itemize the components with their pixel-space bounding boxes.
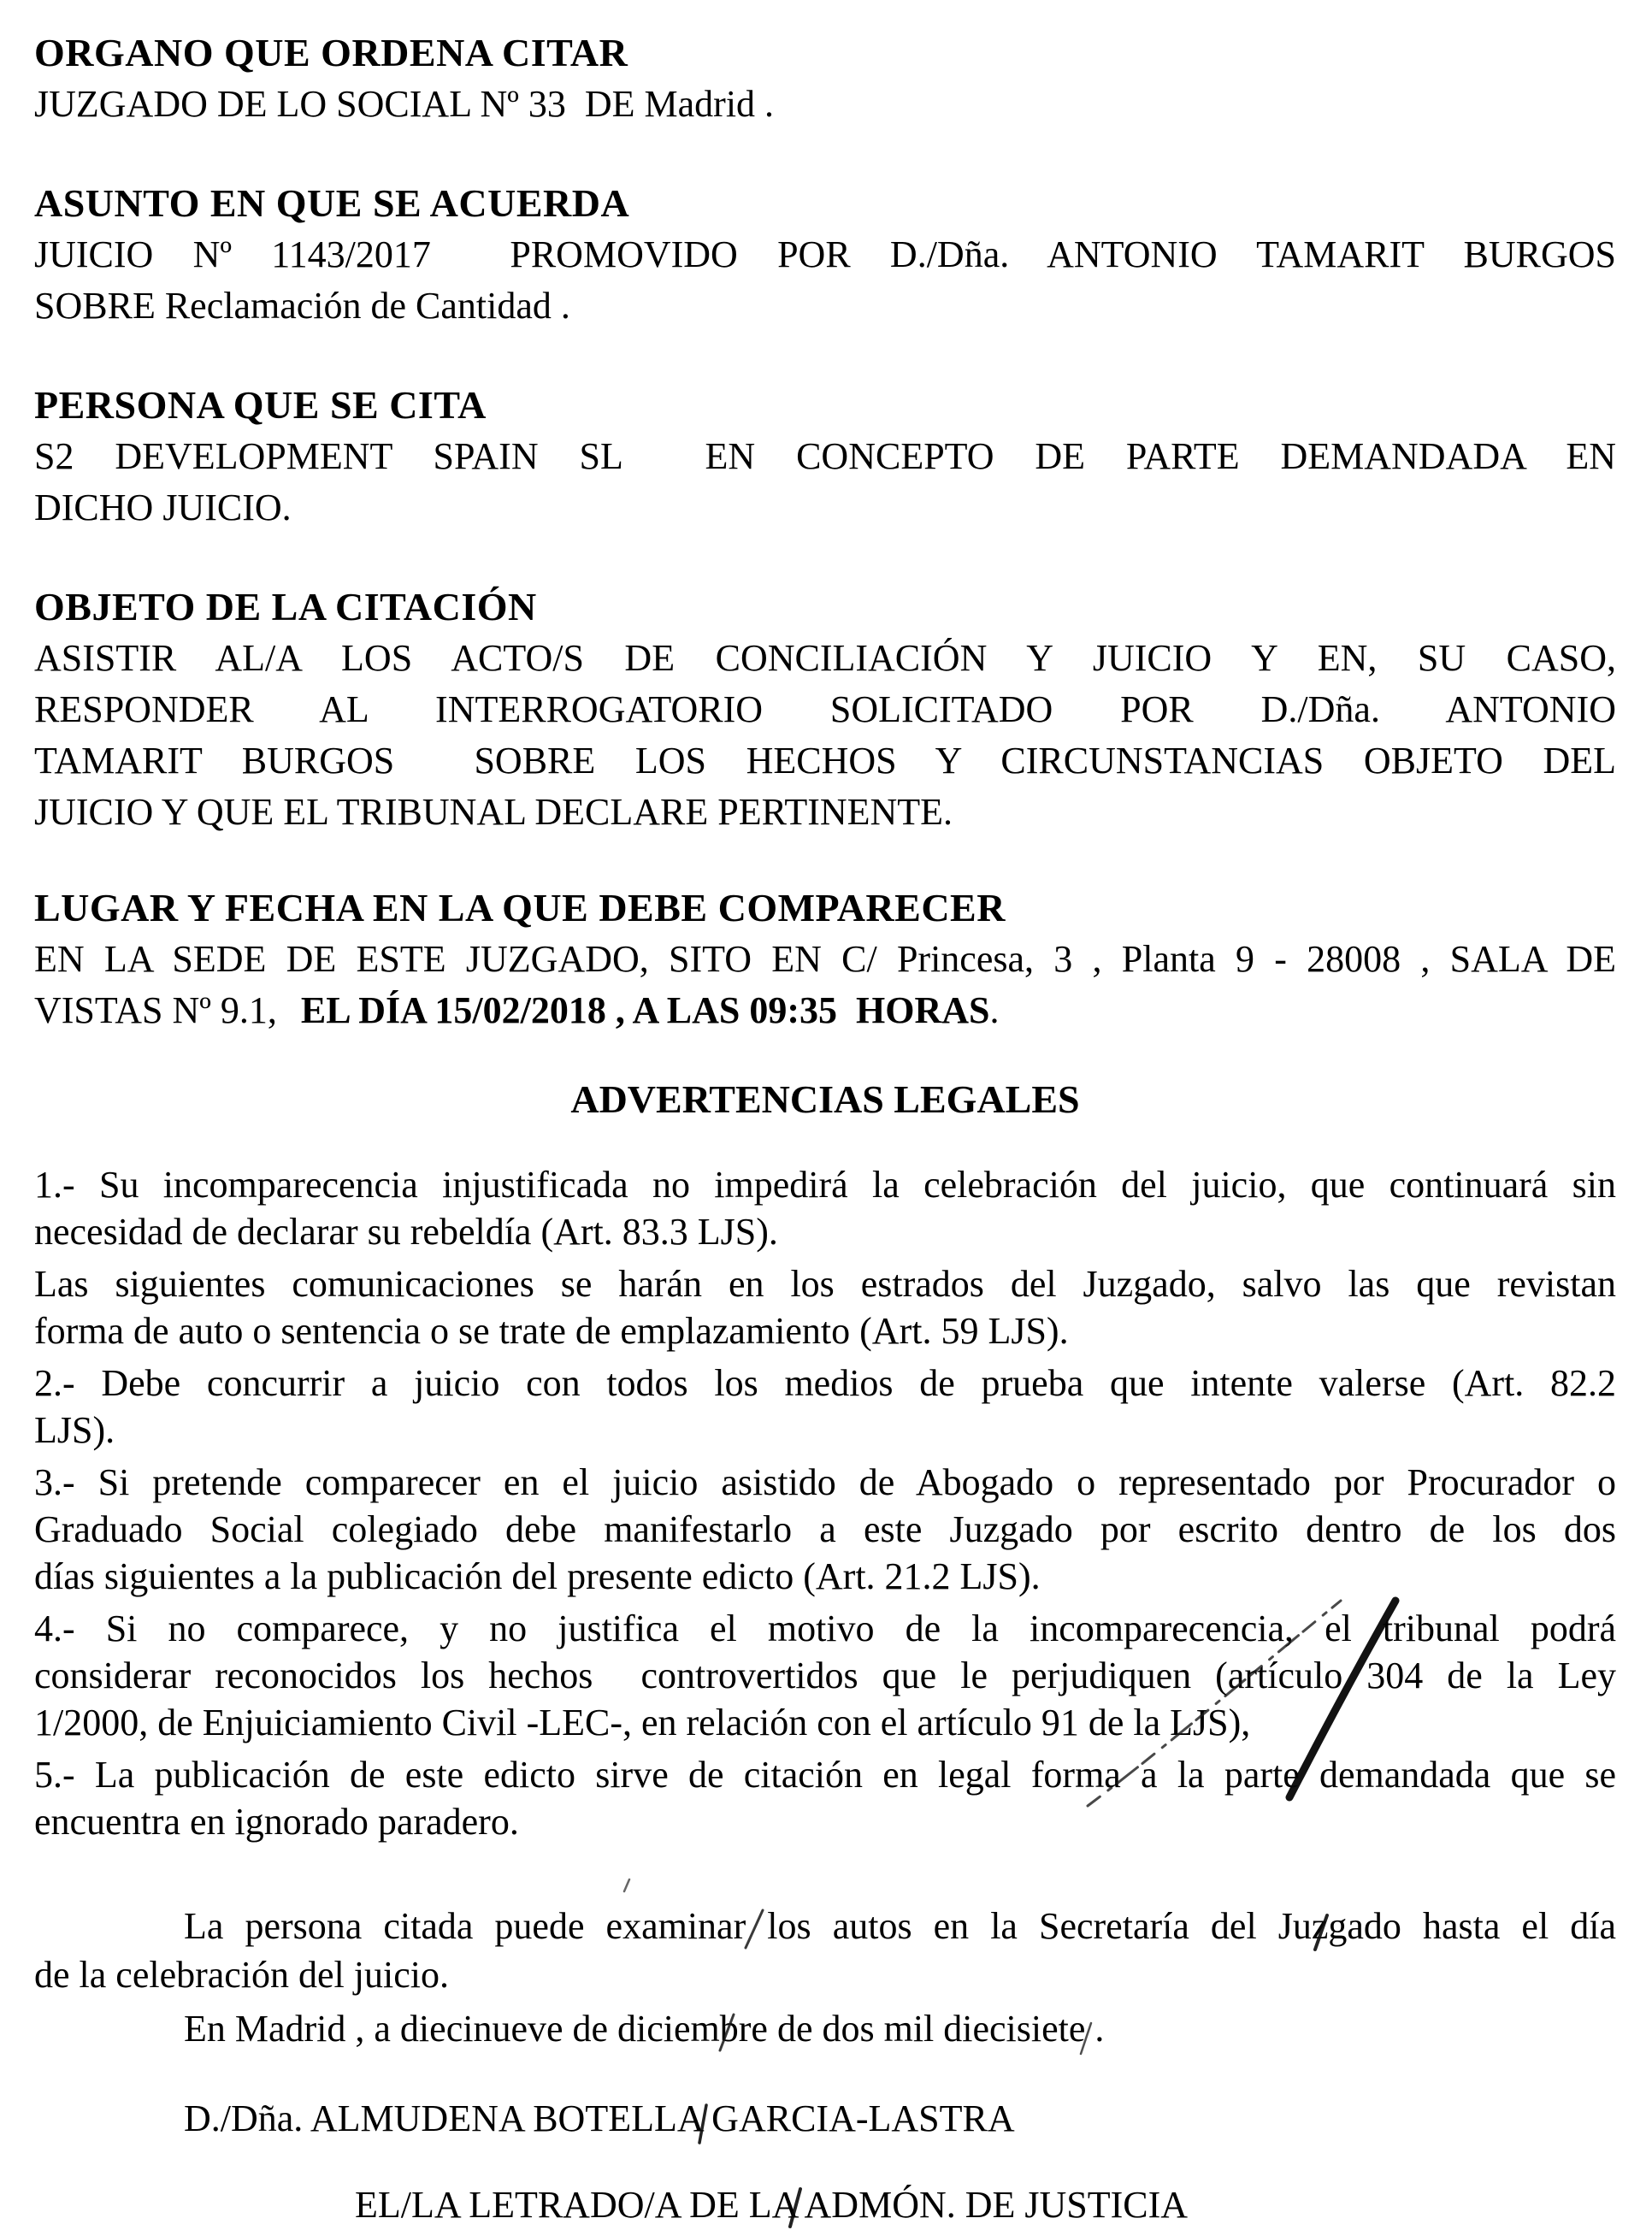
advertencia-item-1b [34,1260,1616,1354]
objeto-body-line: TAMARIT BURGOS SOBRE LOS HECHOS Y CIRCUNSTANCIAS OBJETO DEL [34,740,1616,782]
advertencias-title: ADVERTENCIAS LEGALES [570,1077,1080,1121]
signer-role-line: EL/LA LETRADO/A DE LA ADMÓN. DE JUSTICIA [355,2184,1189,2226]
lugar-body-line: EN LA SEDE DE ESTE JUZGADO, SITO EN C/ Princesa, 3 , Planta 9 - 28008 , SALA DE [34,938,1616,980]
objeto-body-line: JUICIO Y QUE EL TRIBUNAL DECLARE PERTINENTE. [34,791,953,833]
advertencia-item-3 [34,1459,1616,1600]
section-objeto-citacion [34,581,1616,838]
advertencia-line: encuentra en ignorado paradero. [34,1801,519,1843]
objeto-body-line: ASISTIR AL/A LOS ACTO/S DE CONCILIACIÓN Y JUICIO Y EN, SU CASO, [34,637,1616,679]
lugar-line-suffix: . [989,989,1000,1031]
advertencia-line: considerar reconocidos los hechos controvertidos que le perjudiquen (artículo 304 de la Ley [34,1655,1616,1696]
section-heading-lugar-fecha: LUGAR Y FECHA EN LA QUE DEBE COMPARECER [34,886,1006,929]
closing-examine-line: de la celebración del juicio. [34,1954,449,1996]
closing-date-line: En Madrid , a diecinueve de diciembre de dos mil diecisiete . [184,2008,1105,2050]
advertencia-line: 5.- La publicación de este edicto sirve de citación en legal forma a la parte demandada que se [34,1754,1616,1796]
advertencia-item-5 [34,1751,1616,1845]
section-organo-que-ordena-citar [34,27,1616,130]
section-heading-asunto: ASUNTO EN QUE SE ACUERDA [34,181,630,225]
advertencia-line: LJS). [34,1409,115,1451]
lugar-body-line-with-date [34,985,1616,1036]
section-heading-persona: PERSONA QUE SE CITA [34,383,487,427]
asunto-body-line: SOBRE Reclamación de Cantidad . [34,285,570,327]
advertencia-line: días siguientes a la publicación del presente edicto (Art. 21.2 LJS). [34,1555,1041,1597]
advertencia-line: Graduado Social colegiado debe manifestarlo a este Juzgado por escrito dentro de los dos [34,1508,1616,1550]
hearing-date-time: EL DÍA 15/02/2018 , A LAS 09:35 HORAS [300,989,990,1031]
persona-body-line: S2 DEVELOPMENT SPAIN SL EN CONCEPTO DE PARTE DEMANDADA EN [34,435,1616,477]
persona-body-line: DICHO JUICIO. [34,487,292,528]
closing-examine-paragraph [34,1902,1616,1999]
section-lugar-y-fecha [34,882,1616,1036]
advertencia-line: forma de auto o sentencia o se trate de emplazamiento (Art. 59 LJS). [34,1310,1069,1352]
objeto-body-line: RESPONDER AL INTERROGATORIO SOLICITADO POR D./Dña. ANTONIO [34,688,1616,730]
signer-name-line: D./Dña. ALMUDENA BOTELLA GARCIA-LASTRA [184,2097,1015,2139]
advertencia-line: 2.- Debe concurrir a juicio con todos los medios de prueba que intente valerse (Art. 82.2 [34,1362,1616,1404]
asunto-body-line: JUICIO Nº 1143/2017 PROMOVIDO POR D./Dña. ANTONIO TAMARIT BURGOS [34,233,1616,275]
section-heading-organo: ORGANO QUE ORDENA CITAR [34,31,628,74]
section-asunto [34,178,1616,332]
section-heading-objeto: OBJETO DE LA CITACIÓN [34,585,537,628]
organo-body-line: JUZGADO DE LO SOCIAL Nº 33 DE Madrid . [34,83,775,125]
lugar-line-prefix: VISTAS Nº 9.1, [34,989,277,1031]
advertencia-line: Las siguientes comunicaciones se harán en los estrados del Juzgado, salvo las que revistan [34,1263,1616,1305]
closing-examine-line: La persona citada puede examinar los autos en la Secretaría del Juzgado hasta el día [184,1905,1616,1947]
advertencia-item-2 [34,1360,1616,1454]
advertencia-line: 4.- Si no comparece, y no justifica el motivo de la incomparecencia, el tribunal podrá [34,1608,1616,1649]
section-persona-que-se-cita [34,380,1616,534]
advertencia-line: necesidad de declarar su rebeldía (Art. 83.3 LJS). [34,1211,778,1253]
advertencia-line: 1/2000, de Enjuiciamiento Civil -LEC-, en relación con el artículo 91 de la LJS), [34,1702,1251,1743]
advertencia-line: 1.- Su incomparecencia injustificada no impedirá la celebración del juicio, que continuará sin [34,1164,1616,1206]
advertencia-line: 3.- Si pretende comparecer en el juicio asistido de Abogado o representado por Procurador o [34,1461,1616,1503]
advertencias-list [34,1161,1616,1845]
advertencia-item-4 [34,1605,1616,1746]
advertencia-item-1 [34,1161,1616,1255]
